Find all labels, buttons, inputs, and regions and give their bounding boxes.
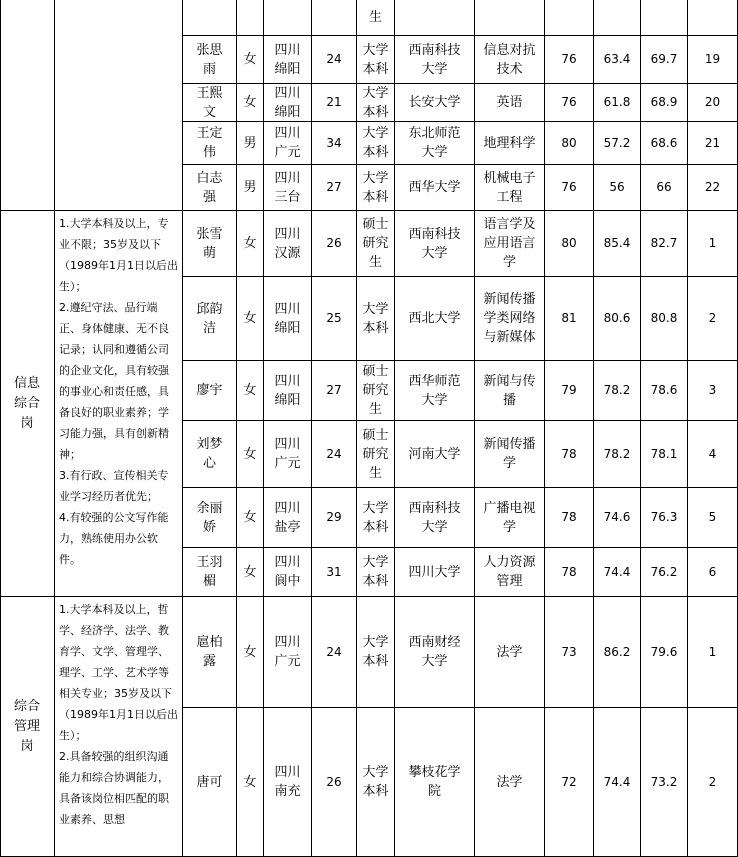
row-education-cell-text: 大学本科 — [362, 85, 389, 120]
row-interview-cell — [594, 36, 641, 84]
row-school-cell-text: 西北大学 — [408, 311, 461, 326]
row-gender-cell-text: 女 — [243, 236, 257, 251]
row-written-cell — [545, 84, 594, 122]
row-major-cell-text: 新闻传播学 — [483, 437, 536, 471]
row-name-cell-text: 张雪萌 — [196, 226, 223, 261]
row-education-cell-text: 生 — [368, 10, 382, 25]
row-school-cell-text: 西南科技大学 — [408, 500, 461, 535]
row-gender-cell — [237, 421, 264, 488]
row-major-cell — [475, 84, 545, 122]
row-origin-cell-text: 四川广元 — [274, 635, 301, 669]
row-major-cell-text: 法学 — [496, 644, 523, 660]
row-name-cell — [183, 211, 237, 277]
row-interview-cell-text: 57.2 — [603, 135, 631, 150]
row-gender-cell — [237, 361, 264, 421]
row-rank-cell — [688, 211, 738, 277]
row-origin-cell — [264, 0, 312, 36]
row-written-cell-text: 78 — [561, 564, 577, 579]
row-total-cell-text: 76.3 — [650, 510, 678, 524]
row-age-cell — [312, 165, 357, 211]
row-school-cell — [395, 84, 475, 122]
row-total-cell — [641, 488, 688, 548]
row-name-cell — [183, 488, 237, 548]
row-education-cell — [357, 165, 395, 211]
row-school-cell — [395, 122, 475, 165]
row-school-cell-text: 西南科技大学 — [408, 42, 461, 77]
row-major-cell-text: 信息对抗技术 — [483, 42, 536, 77]
row-origin-cell — [264, 36, 312, 84]
row-interview-cell-text: 86.2 — [603, 644, 631, 659]
row-name-cell — [183, 548, 237, 597]
row-age-cell — [312, 36, 357, 84]
row-rank-cell — [688, 122, 738, 165]
row-gender-cell — [237, 0, 264, 36]
row-name-cell-text: 扈柏露 — [196, 635, 223, 669]
row-school-cell-text: 西南科技大学 — [408, 226, 461, 261]
row-origin-cell — [264, 122, 312, 165]
row-education-cell-text: 大学本科 — [362, 765, 389, 799]
row-age-cell-text: 34 — [326, 135, 342, 150]
row-total-cell — [641, 36, 688, 84]
row-written-cell-text: 76 — [561, 95, 577, 109]
row-origin-cell — [264, 597, 312, 708]
row-major-cell-text: 人力资源管理 — [483, 555, 536, 589]
row-age-cell-text: 27 — [326, 180, 342, 194]
row-gender-cell-text: 女 — [243, 52, 257, 67]
row-written-cell-text: 78 — [561, 510, 577, 524]
row-written-cell — [545, 122, 594, 165]
row-major-cell — [475, 361, 545, 421]
row-interview-cell-text: 80.6 — [603, 311, 631, 325]
row-school-cell — [395, 36, 475, 84]
row-education-cell-text: 硕士研究生 — [362, 364, 389, 417]
row-education-cell-text: 硕士研究生 — [362, 427, 389, 481]
row-rank-cell-text: 1 — [708, 644, 717, 659]
row-school-cell — [395, 548, 475, 597]
row-education-cell — [357, 211, 395, 277]
row-name-cell — [183, 597, 237, 708]
row-interview-cell — [594, 211, 641, 277]
row-rank-cell-text: 22 — [704, 180, 721, 194]
row-rank-cell — [688, 84, 738, 122]
row-origin-cell-text: 四川汉源 — [274, 226, 301, 261]
row-written-cell — [545, 488, 594, 548]
requirements-cell-text: 1.大学本科及以上，哲学、经济学、法学、教育学、文学、管理学、理学、工学、艺术学等相关专业；35岁及以下（1989年1月1日以后出生）； 2.具备较强的组织沟通能力和综合协调能力，具备该岗位相匹配的职业素养、思想 — [59, 603, 178, 826]
row-school-cell — [395, 708, 475, 857]
row-education-cell — [357, 277, 395, 361]
row-interview-cell — [594, 277, 641, 361]
row-major-cell — [475, 36, 545, 84]
row-gender-cell — [237, 211, 264, 277]
row-interview-cell-text: 74.4 — [603, 774, 631, 789]
row-school-cell — [395, 211, 475, 277]
row-total-cell — [641, 708, 688, 857]
row-school-cell — [395, 488, 475, 548]
row-origin-cell-text: 四川盐亭 — [274, 500, 301, 535]
row-gender-cell-text: 男 — [243, 135, 257, 151]
row-education-cell-text: 硕士研究生 — [362, 217, 389, 270]
row-school-cell — [395, 277, 475, 361]
row-total-cell-text: 76.2 — [650, 564, 678, 579]
row-origin-cell-text: 四川绵阳 — [274, 85, 301, 120]
row-name-cell — [183, 361, 237, 421]
row-name-cell — [183, 421, 237, 488]
row-gender-cell — [237, 165, 264, 211]
row-education-cell — [357, 361, 395, 421]
row-rank-cell — [688, 597, 738, 708]
row-rank-cell-text: 2 — [708, 311, 717, 325]
row-written-cell-text: 73 — [561, 644, 577, 659]
row-rank-cell-text: 3 — [708, 383, 717, 397]
row-education-cell — [357, 597, 395, 708]
row-age-cell — [312, 122, 357, 165]
row-major-cell-text: 法学 — [496, 774, 523, 790]
row-origin-cell — [264, 84, 312, 122]
row-school-cell — [395, 361, 475, 421]
row-interview-cell — [594, 122, 641, 165]
row-education-cell-text: 大学本科 — [362, 42, 389, 77]
row-written-cell-text: 79 — [561, 383, 577, 397]
row-age-cell-text: 21 — [326, 95, 342, 109]
row-gender-cell — [237, 84, 264, 122]
row-school-cell-text: 长安大学 — [408, 95, 461, 110]
row-interview-cell — [594, 708, 641, 857]
row-age-cell — [312, 361, 357, 421]
row-school-cell-text: 河南大学 — [408, 446, 461, 462]
row-major-cell — [475, 122, 545, 165]
row-age-cell — [312, 548, 357, 597]
row-education-cell — [357, 548, 395, 597]
row-rank-cell — [688, 361, 738, 421]
row-name-cell-text: 廖宇 — [196, 383, 223, 398]
row-education-cell — [357, 708, 395, 857]
row-age-cell — [312, 421, 357, 488]
row-total-cell-text: 68.6 — [650, 135, 678, 150]
row-age-cell — [312, 84, 357, 122]
row-school-cell-text: 东北师范大学 — [408, 126, 461, 160]
row-origin-cell-text: 四川三台 — [274, 170, 301, 205]
row-gender-cell-text: 女 — [243, 564, 257, 580]
row-age-cell-text: 25 — [326, 311, 342, 325]
row-origin-cell-text: 四川绵阳 — [274, 373, 301, 408]
row-age-cell — [312, 0, 357, 36]
row-interview-cell — [594, 488, 641, 548]
row-rank-cell — [688, 421, 738, 488]
requirements-cell-text: 1.大学本科及以上，专业不限；35岁及以下（1989年1月1日以后出生）； 2.遵纪守法、品行端正、身体健康、无不良记录；认同和遵循公司的企业文化，具有较强的事业心和责任感，具备良好的职业素养；学习能力强，具有创新精神； 3.有行政、宣传相关专业学习经历者优先； 4.有较强的公文写作能力，熟练使用办公软件。 — [59, 217, 178, 566]
row-origin-cell — [264, 211, 312, 277]
row-written-cell-text: 76 — [561, 52, 577, 66]
row-major-cell-text: 机械电子工程 — [483, 170, 536, 205]
row-interview-cell — [594, 548, 641, 597]
row-interview-cell — [594, 597, 641, 708]
row-education-cell-text: 大学本科 — [362, 555, 389, 589]
row-total-cell — [641, 361, 688, 421]
row-gender-cell-text: 女 — [243, 95, 257, 110]
row-total-cell-text: 73.2 — [650, 774, 678, 789]
row-gender-cell — [237, 122, 264, 165]
row-gender-cell — [237, 36, 264, 84]
row-major-cell — [475, 165, 545, 211]
row-major-cell — [475, 211, 545, 277]
row-origin-cell — [264, 165, 312, 211]
row-age-cell — [312, 211, 357, 277]
row-major-cell-text: 新闻与传播 — [483, 373, 536, 408]
row-total-cell — [641, 211, 688, 277]
row-origin-cell-text: 四川广元 — [274, 126, 301, 160]
row-name-cell — [183, 165, 237, 211]
row-name-cell-text: 白志强 — [196, 170, 223, 205]
row-rank-cell — [688, 277, 738, 361]
row-major-cell — [475, 0, 545, 36]
row-age-cell-text: 24 — [326, 52, 342, 66]
row-major-cell — [475, 597, 545, 708]
row-name-cell-text: 邱韵洁 — [196, 301, 223, 336]
requirements-cell — [55, 0, 183, 211]
row-major-cell — [475, 277, 545, 361]
row-education-cell — [357, 36, 395, 84]
row-gender-cell — [237, 488, 264, 548]
row-gender-cell — [237, 597, 264, 708]
row-age-cell — [312, 597, 357, 708]
row-gender-cell-text: 女 — [243, 510, 257, 525]
row-total-cell — [641, 548, 688, 597]
row-education-cell — [357, 0, 395, 36]
row-written-cell — [545, 421, 594, 488]
row-rank-cell — [688, 548, 738, 597]
row-age-cell — [312, 488, 357, 548]
post-title-cell — [0, 597, 55, 857]
row-written-cell-text: 80 — [561, 236, 577, 250]
row-name-cell — [183, 0, 237, 36]
row-school-cell — [395, 421, 475, 488]
row-origin-cell-text: 四川绵阳 — [274, 42, 301, 77]
row-written-cell — [545, 597, 594, 708]
row-name-cell-text: 余丽娇 — [196, 500, 223, 535]
row-name-cell-text: 王定伟 — [196, 126, 223, 160]
row-gender-cell — [237, 548, 264, 597]
table-left-border — [0, 0, 1, 857]
row-total-cell-text: 78.6 — [650, 383, 678, 397]
row-education-cell-text: 大学本科 — [362, 635, 389, 669]
row-rank-cell — [688, 488, 738, 548]
row-gender-cell — [237, 708, 264, 857]
row-gender-cell-text: 女 — [243, 311, 257, 326]
row-age-cell-text: 26 — [326, 774, 342, 789]
row-origin-cell — [264, 361, 312, 421]
row-total-cell-text: 69.7 — [650, 52, 678, 66]
row-major-cell — [475, 708, 545, 857]
row-age-cell-text: 31 — [326, 564, 342, 579]
row-written-cell-text: 78 — [561, 446, 577, 461]
row-total-cell — [641, 84, 688, 122]
row-rank-cell — [688, 36, 738, 84]
row-total-cell-text: 66 — [656, 180, 672, 194]
row-rank-cell — [688, 165, 738, 211]
row-written-cell-text: 81 — [561, 311, 577, 325]
row-rank-cell-text: 21 — [704, 135, 721, 150]
row-rank-cell-text: 6 — [708, 564, 717, 579]
row-rank-cell-text: 19 — [704, 52, 721, 66]
row-written-cell — [545, 36, 594, 84]
row-rank-cell-text: 2 — [708, 774, 717, 789]
row-name-cell — [183, 122, 237, 165]
row-school-cell — [395, 0, 475, 36]
row-rank-cell-text: 1 — [708, 236, 717, 250]
row-total-cell-text: 78.1 — [650, 446, 678, 461]
row-major-cell-text: 广播电视学 — [483, 500, 536, 535]
row-age-cell — [312, 708, 357, 857]
row-major-cell-text: 地理科学 — [483, 135, 536, 151]
row-name-cell-text: 王熙文 — [196, 85, 223, 120]
row-school-cell — [395, 597, 475, 708]
row-written-cell — [545, 0, 594, 36]
row-age-cell — [312, 277, 357, 361]
row-total-cell — [641, 122, 688, 165]
row-interview-cell-text: 74.6 — [603, 510, 631, 524]
row-origin-cell — [264, 708, 312, 857]
row-gender-cell-text: 女 — [243, 644, 257, 660]
row-rank-cell — [688, 0, 738, 36]
row-rank-cell-text: 5 — [708, 510, 717, 524]
row-education-cell — [357, 122, 395, 165]
row-origin-cell-text: 四川广元 — [274, 437, 301, 471]
row-major-cell-text: 语言学及应用语言学 — [483, 217, 536, 270]
row-education-cell-text: 大学本科 — [362, 170, 389, 205]
row-name-cell — [183, 36, 237, 84]
row-education-cell — [357, 84, 395, 122]
requirements-cell — [55, 211, 183, 597]
row-interview-cell-text: 78.2 — [603, 446, 631, 461]
row-written-cell-text: 80 — [561, 135, 577, 150]
row-origin-cell-text: 四川南充 — [274, 765, 301, 799]
row-total-cell — [641, 0, 688, 36]
row-major-cell-text: 新闻传播学类网络与新媒体 — [483, 292, 536, 345]
row-school-cell-text: 四川大学 — [408, 564, 461, 580]
row-gender-cell-text: 女 — [243, 774, 257, 790]
row-interview-cell-text: 61.8 — [603, 95, 631, 109]
row-name-cell — [183, 708, 237, 857]
row-origin-cell — [264, 421, 312, 488]
row-age-cell-text: 29 — [326, 510, 342, 524]
row-origin-cell-text: 四川绵阳 — [274, 301, 301, 336]
row-age-cell-text: 26 — [326, 236, 342, 250]
row-origin-cell — [264, 277, 312, 361]
row-written-cell — [545, 361, 594, 421]
row-rank-cell — [688, 708, 738, 857]
row-origin-cell — [264, 548, 312, 597]
row-school-cell-text: 攀枝花学院 — [408, 765, 461, 799]
row-name-cell-text: 王羽楣 — [196, 555, 223, 589]
row-written-cell-text: 76 — [561, 180, 577, 194]
row-gender-cell — [237, 277, 264, 361]
row-school-cell-text: 西华大学 — [408, 180, 461, 195]
row-gender-cell-text: 女 — [243, 383, 257, 398]
row-total-cell — [641, 165, 688, 211]
row-name-cell — [183, 84, 237, 122]
row-name-cell-text: 张思雨 — [196, 42, 223, 77]
post-title-cell-text: 信息综合岗 — [13, 375, 40, 431]
row-education-cell-text: 大学本科 — [362, 301, 389, 336]
row-school-cell-text: 西华师范大学 — [408, 373, 461, 408]
row-interview-cell — [594, 165, 641, 211]
row-interview-cell-text: 78.2 — [603, 383, 631, 397]
row-education-cell-text: 大学本科 — [362, 500, 389, 535]
row-age-cell-text: 24 — [326, 644, 342, 659]
row-name-cell-text: 唐可 — [196, 774, 223, 790]
row-interview-cell — [594, 0, 641, 36]
row-name-cell — [183, 277, 237, 361]
requirements-cell — [55, 597, 183, 857]
row-interview-cell-text: 74.4 — [603, 564, 631, 579]
row-total-cell — [641, 597, 688, 708]
row-education-cell — [357, 488, 395, 548]
row-age-cell-text: 24 — [326, 446, 342, 461]
row-interview-cell — [594, 84, 641, 122]
row-origin-cell-text: 四川阆中 — [274, 555, 301, 589]
row-interview-cell-text: 85.4 — [603, 236, 631, 250]
row-total-cell-text: 80.8 — [650, 311, 678, 325]
row-interview-cell — [594, 421, 641, 488]
row-interview-cell — [594, 361, 641, 421]
row-rank-cell-text: 20 — [704, 95, 721, 109]
row-major-cell — [475, 548, 545, 597]
row-major-cell-text: 英语 — [496, 95, 523, 110]
row-written-cell — [545, 277, 594, 361]
row-written-cell — [545, 708, 594, 857]
row-education-cell-text: 大学本科 — [362, 126, 389, 160]
row-total-cell — [641, 277, 688, 361]
post-title-cell — [0, 0, 55, 211]
row-interview-cell-text: 56 — [609, 180, 625, 194]
row-written-cell — [545, 548, 594, 597]
row-total-cell-text: 68.9 — [650, 95, 678, 109]
row-gender-cell-text: 女 — [243, 446, 257, 462]
row-major-cell — [475, 421, 545, 488]
row-total-cell — [641, 421, 688, 488]
row-school-cell — [395, 165, 475, 211]
row-name-cell-text: 刘梦心 — [196, 437, 223, 471]
row-school-cell-text: 西南财经大学 — [408, 635, 461, 669]
row-total-cell-text: 82.7 — [650, 236, 678, 250]
row-age-cell-text: 27 — [326, 383, 342, 397]
row-rank-cell-text: 4 — [708, 446, 717, 461]
row-written-cell-text: 72 — [561, 774, 577, 789]
post-title-cell — [0, 211, 55, 597]
row-interview-cell-text: 63.4 — [603, 52, 631, 66]
row-total-cell-text: 79.6 — [650, 644, 678, 659]
row-origin-cell — [264, 488, 312, 548]
row-written-cell — [545, 211, 594, 277]
row-gender-cell-text: 男 — [243, 180, 257, 195]
row-major-cell — [475, 488, 545, 548]
row-written-cell — [545, 165, 594, 211]
row-education-cell — [357, 421, 395, 488]
post-title-cell-text: 综合管理岗 — [13, 698, 40, 754]
